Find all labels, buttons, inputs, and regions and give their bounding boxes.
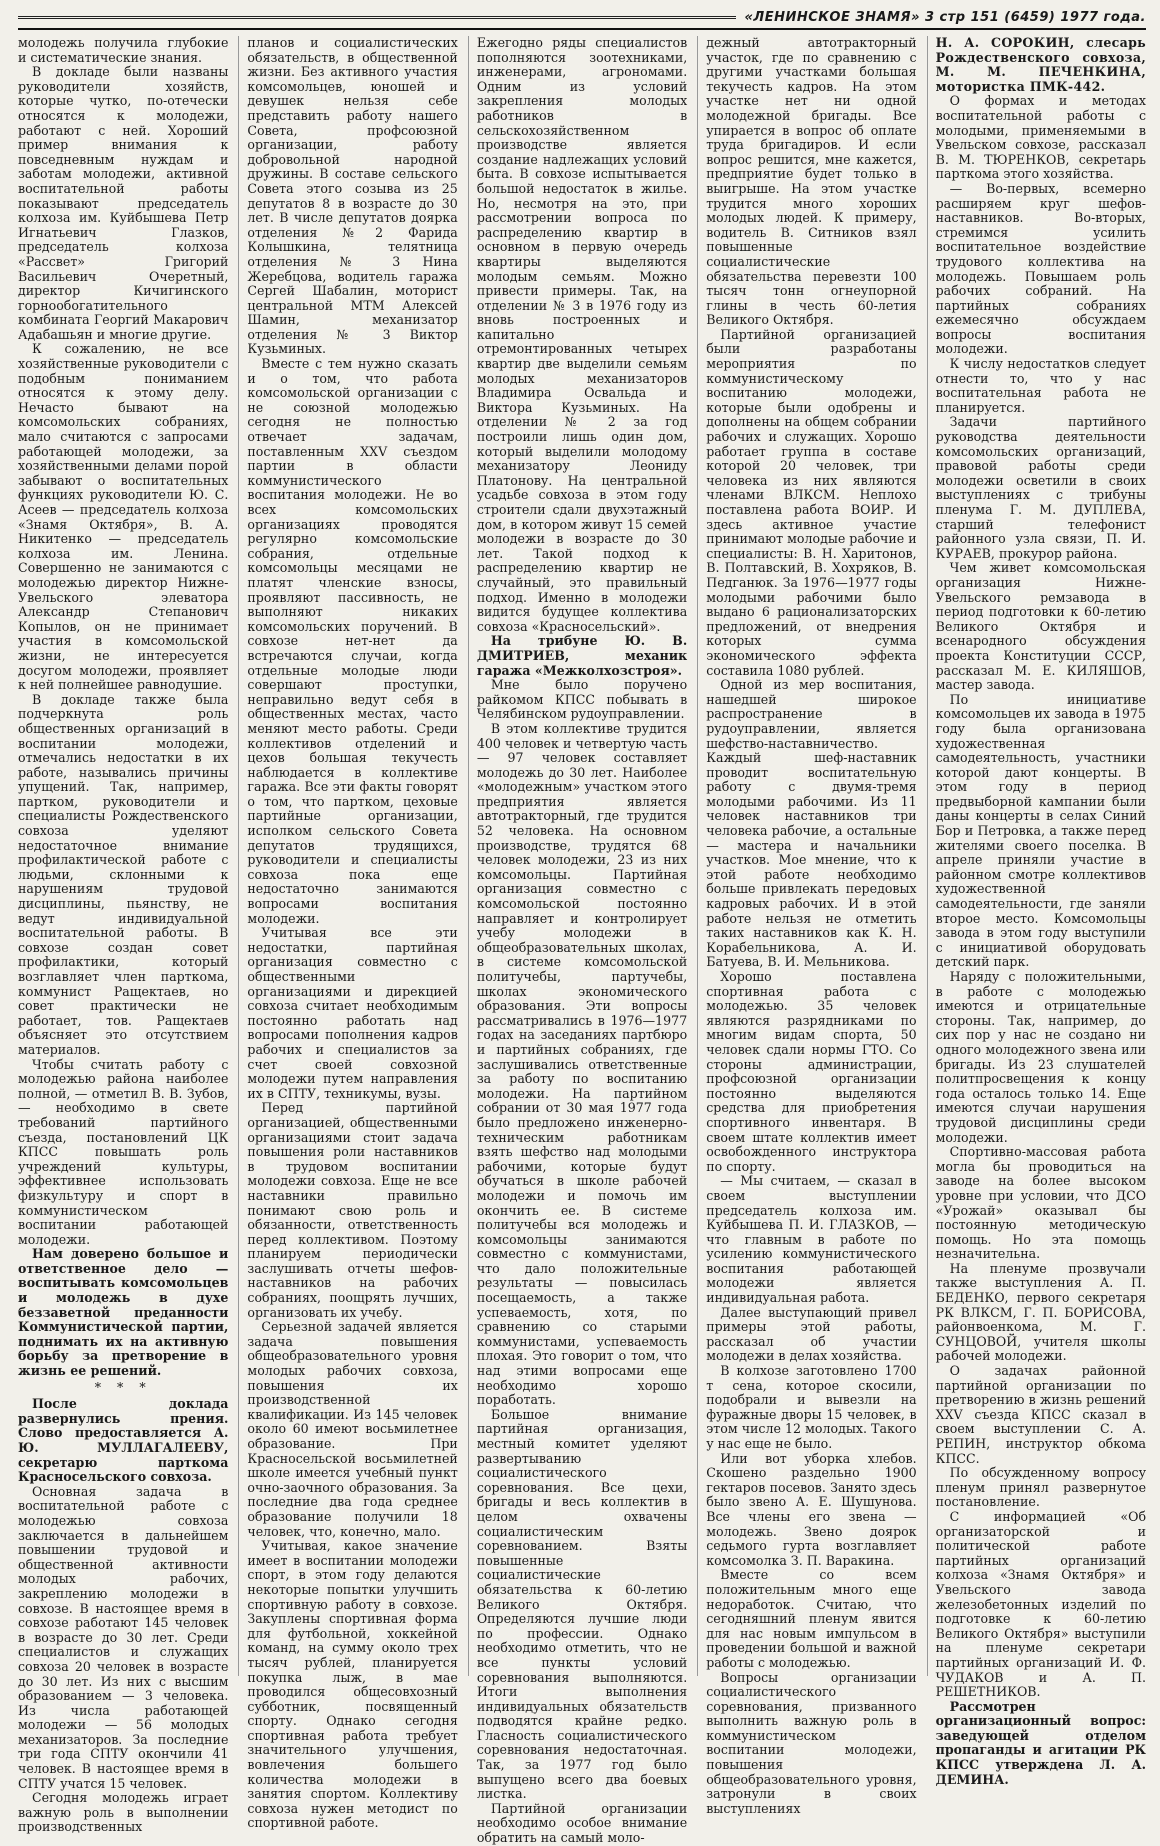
paragraph: Рассмотрен организационный вопрос: заведующей отделом пропаганды и агитации РК КПСС утверждена Л. А. ДЕМИНА. — [935, 1698, 1147, 1787]
paragraph: Чтобы считать работу с молодежью района наиболее полной, — отметил В. В. Зубов, — необходимо в свете требований партийного съезда, постановлений ЦК КПСС повышать роль учреждений культуры, эффективнее использовать физкультуру и спорт в коммунистическом воспитании работающей молодежи. — [18, 1056, 229, 1247]
column-2 — [238, 35, 458, 1831]
paragraph: К сожалению, не все хозяйственные руководители с подобным пониманием относятся к этому делу. Нечасто бывают на комсомольских собраниях, мало считаются с запросами работающей молодежи, за хозяйственными делами порой забывают о воспитательных функциях руководители Ю. С. Асеев — председатель колхоза «Знамя Октября», В. А. Никитенко — председатель колхоза им. Ленина. Совершенно не занимаются с молодежью директор Нижне-Увельского элеватора Александр Степанович Копылов, он не принимает участия в комсомольской жизни, не интересуется досугом молодежи, проявляет к ней полнейшее равнодушие. — [18, 341, 229, 693]
paragraph: планов и социалистических обязательств, в общественной жизни. Без активного участия комсомольцев, юношей и девушек нельзя себе представить работу нашего Совета, профсоюзной организации, работу добровольной народной дружины. В составе сельского Совета этого созыва из 25 депутатов 8 в возрасте до 30 лет. В числе депутатов доярка отделения №2 Фарида Колышкина, телятница отделения № 3 Нина Жеребцова, водитель гаража Сергей Шабалин, моторист центральной МТМ Алексей Шамин, механизатор отделения № 3 Виктор Кузьминых. — [247, 35, 458, 357]
paragraph: Или вот уборка хлебов. Скошено раздельно 1900 гектаров посевов. Занято здесь было звено А. Е. Шушунова. Все члены его звена — молодежь. Звено доярок седьмого гурта возглавляет комсомолка З. П. Варакина. — [706, 1450, 917, 1568]
paragraph: В докладе также была подчеркнута роль общественных организаций в воспитании молодежи, отмечались недостатки в их работе, назывались причины упущений. Так, например, партком, руководители и специалисты Рождественского совхоза уделяют недостаточное внимание профилактической работе с людьми, склонными к нарушениям трудовой дисциплины, пьянству, не ведут индивидуальной воспитательной работы. В совхозе создан совет профилактики, который возглавляет член парткома, коммунист Ращектаев, но совет практически не работает, тов. Ращектаев объясняет это отсутствием материалов. — [18, 691, 229, 1057]
paragraph: Учитывая, какое значение имеет в воспитании молодежи спорт, в этом году делаются некоторые попытки улучшить спортивную работу в совхозе. Закуплены спортивная форма для футбольной, хоккейной команд, на сумму около трех тысяч рублей, планируется покупка лыж, в мае проводился общесовхозный субботник, посвященный спорту. Однако сегодня спортивная работа требует значительного улучшения, вовлечения большего количества молодежи в занятия спортом. Коллективу совхоза нужен методист по спортивной работе. — [247, 1538, 458, 1831]
newspaper-running-title: «ЛЕНИНСКОЕ ЗНАМЯ» 3 стр 151 (6459) 1977 года. — [744, 9, 1146, 25]
paragraph: Основная задача в воспитательной работе с молодежью совхоза заключается в дальнейшем повышении трудовой и общественной активности молодых рабочих, закреплению молодежи в совхозе. В настоящее время в совхозе работают 145 человек в возрасте до 30 лет. Среди специалистов и служащих совхоза 20 человек в возрасте до 30 лет. Из них с высшим образованием — 3 человека. Из числа работающей молодежи — 56 молодых механизаторов. За последние три года СПТУ окончили 41 человек. В настоящее время в СПТУ учатся 15 человек. — [18, 1483, 229, 1791]
paragraph: Мне было поручено райкомом КПСС побывать в Челябинском рудоуправлении. — [476, 677, 688, 722]
paragraph: Серьезной задачей является задача повышения общеобразовательного уровня молодых рабочих совхоза, повышения их производственной квалификации. Из 145 человек около 60 имеют восьмилетнее образование. При Красносельской восьмилетней школе имеется учебный пункт очно-заочного образования. За последние два года среднее образование получили 18 человек, что, конечно, мало. — [247, 1319, 458, 1539]
paragraph: С информацией «Об организаторской и политической работе партийных организаций колхоза «Знамя Октября» и Увельского завода железобетонных изделий по подготовке к 60-летию Великого Октября» выступили на пленуме секретари партийных организаций И. Ф. ЧУДАКОВ и А. П. РЕШЕТНИКОВ. — [935, 1508, 1147, 1700]
paragraph: Хорошо поставлена спортивная работа с молодежью. 35 человек являются разрядниками по многим видам спорта, 50 человек сдали нормы ГТО. Со стороны администрации, профсоюзной организации постоянно выделяются средства для приобретения спортивного инвентаря. В своем штате коллектив имеет освобожденного инструктора по спорту. — [706, 969, 917, 1174]
paragraph: — Мы считаем, — сказал в своем выступлении председатель колхоза им. Куйбышева П. И. ГЛАЗКОВ, — что главным в работе по усилению коммунистического воспитания работающей молодежи является индивидуальная работа. — [706, 1173, 917, 1306]
paragraph: На пленуме прозвучали также выступления А. П. БЕДЕНКО, первого секретаря РК ВЛКСМ, Г. П. БОРИСОВА, районвоенкома, М. Г. СУНЦОВОЙ, учителя школы рабочей молодежи. — [935, 1260, 1147, 1364]
paragraph: Чем живет комсомольская организация Нижне-Увельского ремзавода в период подготовки к 60-летию Великого Октября и всенародного обсуждения проекта Конституции СССР, рассказал М. Е. КИЛЯШОВ, мастер завода. — [935, 560, 1147, 693]
paragraph: В колхозе заготовлено 1700 т сена, которое скосили, подобрали и вывезли на фуражные дворы 15 человек, в этом числе 12 молодых. Такого у нас еще не было. — [706, 1363, 917, 1451]
paragraph: На трибуне Ю. В. ДМИТРИЕВ, механик гаража «Межколхозстроя». — [476, 633, 688, 678]
paragraph: Перед партийной организацией, общественными организациями стоит задача повышения роли наставников в трудовом воспитании молодежи совхоза. Еще не все наставники правильно понимают свою роль и обязанности, ответственность перед коллективом. Поэтому планируем периодически заслушивать отчеты шефов-наставников на рабочих собраниях, поощрять лучших, организовать их учебу. — [247, 1100, 458, 1320]
paragraph: Спортивно-массовая работа могла бы проводиться на заводе на более высоком уровне при условии, что ДСО «Урожай» оказывал бы постоянную методическую помощь. Но эта помощь незначительна. — [935, 1144, 1147, 1262]
paragraph: Вместе с тем нужно сказать и о том, что работа комсомольской организации с не союзной молодежью сегодня не полностью отвечает задачам, поставленным XXV съездом партии в области коммунистического воспитания молодежи. Не во всех комсомольских организациях проводятся регулярно комсомольские собрания, отдельные комсомольцы месяцами не платят членские взносы, проявляют пассивность, не выполняют никаких комсомольских поручений. В совхозе нет-нет да встречаются случаи, когда отдельные молодые люди совершают проступки, неправильно ведут себя в общественных местах, часто меняют место работы. Среди коллективов отделений и цехов большая текучесть наблюдается в коллективе гаража. Все эти факты говорят о том, что партком, цеховые партийные организации, исполком сельского Совета депутатов трудящихся, руководители и специалисты совхоза пока еще недостаточно занимаются вопросами воспитания молодежи. — [247, 356, 458, 926]
paragraph: Нам доверено большое и ответственное дело — воспитывать комсомольцев и молодежь в духе беззаветной преданности Коммунистической партии, поднимать их на активную борьбу за претворение в жизнь ее решений. — [18, 1246, 229, 1379]
paragraph: Большое внимание партийная организация, местный комитет уделяют развертыванию социалистического соревнования. Все цехи, бригады и весь коллектив в целом охвачены социалистическим соревнованием. Взяты повышенные социалистические обязательства к 60-летию Великого Октября. Определяются лучшие люди по профессии. Однако необходимо отметить, что не все пункты условий соревнования выполняются. Итоги выполнения индивидуальных обязательств подводятся крайне редко. Гласность социалистического соревнования недостаточная. Так, за 1977 год было выпущено всего два боевых листка. — [476, 1406, 688, 1802]
paragraph: Ежегодно ряды специалистов пополняются зоотехниками, инженерами, агрономами. Одним из условий закрепления молодых работников в сельскохозяйственном производстве является создание надлежащих условий быта. В совхозе испытывается большой недостаток в жилье. Но, несмотря на это, при рассмотрении вопроса по распределению квартир в основном в первую очередь квартиры выделяются молодым семьям. Можно привести примеры. Так, на отделении № 3 в 1976 году из вновь построенных и капитально отремонтированных четырех квартир две выделили семьям молодых механизаторов Владимира Освальда и Виктора Кузьминых. На отделении № 2 за год построили лишь один дом, который выделили молодому механизатору Леониду Платонову. На центральной усадьбе совхоза в этом году строители сдали двухэтажный дом, в котором живут 15 семей молодежи в возрасте до 30 лет. Такой подход к распределению квартир не случайный, это правильный подход. Именно в молодежи видится будущее коллектива совхоза «Красносельский». — [476, 35, 688, 634]
paragraph: * * * — [94, 1379, 152, 1395]
paragraph: дежный автотракторный участок, где по сравнению с другими участками большая текучесть кадров. На этом участке нет ни одной молодежной бригады. Все упирается в вопрос об оплате труда бригадиров. И если вопрос решится, мне кажется, предприятие будет только в выигрыше. На этом участке трудится много хороших молодых людей. К примеру, водитель В. Ситников взял повышенные социалистические обязательства перевезти 100 тысяч тонн огнеупорной глины в честь 60-летия Великого Октября. — [706, 35, 917, 328]
paragraph: Партийной организацией были разработаны мероприятия по коммунистическому воспитанию молодежи, которые были одобрены и дополнены на общем собрании рабочих и служащих. Хорошо работает группа в составе которой 20 человек, три человека из них являются членами ВЛКСМ. Неплохо поставлена работа ВОИР. И здесь активное участие принимают молодые рабочие и специалисты: В. Н. Харитонов, В. Полтавский, В. Хохряков, В. Педганюк. За 1976—1977 годы молодыми рабочими было выдано 6 рационализаторских предложений, от внедрения которых сумма экономического эффекта составила 1080 рублей. — [706, 326, 917, 678]
paragraph: Вопросы организации социалистического соревнования, призванного выполнить важную роль в коммунистическом воспитании молодежи, повышения общеобразовательного уровня, затронули в своих выступлениях — [706, 1669, 917, 1816]
paragraph: По обсужденному вопросу пленум принял развернутое постановление. — [935, 1465, 1147, 1510]
article-columns — [18, 35, 1147, 1846]
column-3 — [468, 35, 688, 1846]
paragraph: Вместе со всем положительным много еще недоработок. Считаю, что сегодняшний пленум явится для нас новым импульсом в проведении большой и важной работы с молодежью. — [706, 1567, 917, 1670]
paragraph: Н. А. СОРОКИН, слесарь Рождественского совхоза, М. М. ПЕЧЕНКИНА, мотористка ПМК-442. — [935, 35, 1147, 94]
column-5 — [927, 35, 1147, 1787]
header-rule — [18, 16, 736, 19]
paragraph: Далее выступающий привел примеры этой работы, рассказал об участии молодежи в делах хозяйства. — [706, 1304, 917, 1364]
paragraph: О задачах районной партийной организации по претворению в жизнь решений XXV съезда КПСС сказал в своем выступлении С. А. РЕПИН, инструктор обкома КПСС. — [935, 1363, 1147, 1466]
paragraph: — Во-первых, всемерно расширяем круг шефов-наставников. Во-вторых, стремимся усилить воспитательное воздействие трудового коллектива на молодежь. Повышаем роль рабочих собраний. На партийных собраниях ежемесячно обсуждаем вопросы воспитания молодежи. — [935, 180, 1147, 357]
paragraph: Одной из мер воспитания, нашедшей широкое распространение в рудоуправлении, является шефство-наставничество. Каждый шеф-наставник проводит воспитательную работу с двумя-тремя молодыми рабочими. Из 11 человек наставников три человека рабочие, а остальные — мастера и начальники участков. Мое мнение, что к этой работе необходимо больше привлекать передовых кадровых рабочих. И в этой работе нельзя не отметить таких наставников как К. Н. Корабельникова, А. И. Батуева, В. И. Мельникова. — [706, 677, 917, 970]
paragraph: В этом коллективе трудится 400 человек и четвертую часть — 97 человек составляет молодежь до 30 лет. Наиболее «молодежным» участком этого предприятия является автотракторный, где трудится 52 человека. На основном производстве, трудятся 68 человек молодежи, 23 из них комсомольцы. Партийная организация совместно с комсомольской постоянно направляет и контролирует учебу молодежи в общеобразовательных школах, в системе комсомольской политучебы, партучебы, школах экономического образования. Эти вопросы рассматривались в 1976—1977 годах на заседаниях партбюро и партийных собраниях, где заслушивались ответственные за работу по воспитанию молодежи. На партийном собрании от 30 мая 1977 года было предложено инженерно-техническим работникам взять шефство над молодыми рабочими, которые будут обучаться в школе рабочей молодежи и помочь им окончить ее. В системе политучебы вся молодежь и комсомольцы занимаются совместно с коммунистами, что дало положительные результаты — повысилась посещаемость, а также успеваемость, хотя, по сравнению со старыми коммунистами, успеваемость плохая. Это говорит о том, что над этими вопросами еще необходимо хорошо поработать. — [476, 720, 688, 1408]
paragraph: После доклада развернулись прения. Слово предоставляется А. Ю. МУЛЛАГАЛЕЕВУ, секретарю парткома Красносельского совхоза. — [18, 1396, 229, 1485]
paragraph: молодежь получила глубокие и систематические знания. — [18, 35, 229, 65]
paragraph: Задачи партийного руководства деятельности комсомольских организаций, правовой работы среди молодежи осветили в своих выступлениях с трибуны пленума Г. М. ДУПЛЕВА, старший телефонист районного узла связи, П. И. КУРАЕВ, прокурор района. — [935, 414, 1147, 561]
paragraph: О формах и методах воспитательной работы с молодыми, применяемыми в Увельском совхозе, рассказал В. М. ТЮРЕНКОВ, секретарь парткома этого хозяйства. — [935, 93, 1147, 182]
paragraph: Партийной организации необходимо особое внимание обратить на самый моло- — [476, 1800, 688, 1846]
running-header — [18, 6, 1146, 30]
paragraph: По инициативе комсомольцев их завода в 1975 году была организована художественная самодеятельность, участники которой дают концерты. В этом году в период предвыборной кампании были даны концерты в селах Синий Бор и Петровка, а также перед жителями своего поселка. В апреле приняли участие в районном смотре коллективов художественной самодеятельности, где заняли второе место. Комсомольцы завода в этом году выступили с инициативой оборудовать детский парк. — [935, 691, 1147, 970]
paragraph: К числу недостатков следует отнести то, что у нас воспитательная работа не планируется. — [935, 356, 1147, 415]
paragraph: В докладе были названы руководители хозяйств, которые чутко, по-отечески относятся к молодежи, работают с ней. Хороший пример внимания к повседневным нуждам и заботам молодежи, активной воспитательной работы показывают председатель колхоза им. Куйбышева Петр Игнатьевич Глазков, председатель колхоза «Рассвет» Григорий Васильевич Очеретный, директор Кичигинского горнообогатительного комбината Георгий Макарович Адабашьян и многие другие. — [18, 64, 229, 342]
column-1 — [18, 35, 229, 1835]
paragraph: Наряду с положительными, в работе с молодежью имеются и отрицательные стороны. Так, например, до сих пор у нас не создано ни одного молодежного звена или бригады. Из 23 слушателей политпросвещения к концу года осталось только 14. Еще имеются случаи нарушения трудовой дисциплины среди молодежи. — [935, 969, 1147, 1145]
paragraph: Сегодня молодежь играет важную роль в выполнении производственных — [18, 1790, 229, 1835]
column-4 — [697, 35, 917, 1816]
paragraph: Учитывая все эти недостатки, партийная организация совместно с общественными организациями и дирекцией совхоза считает необходимым постоянно работать над вопросами пополнения кадров рабочих и специалистов за счет своей совхозной молодежи путем направления их в СПТУ, техникумы, вузы. — [247, 925, 458, 1101]
